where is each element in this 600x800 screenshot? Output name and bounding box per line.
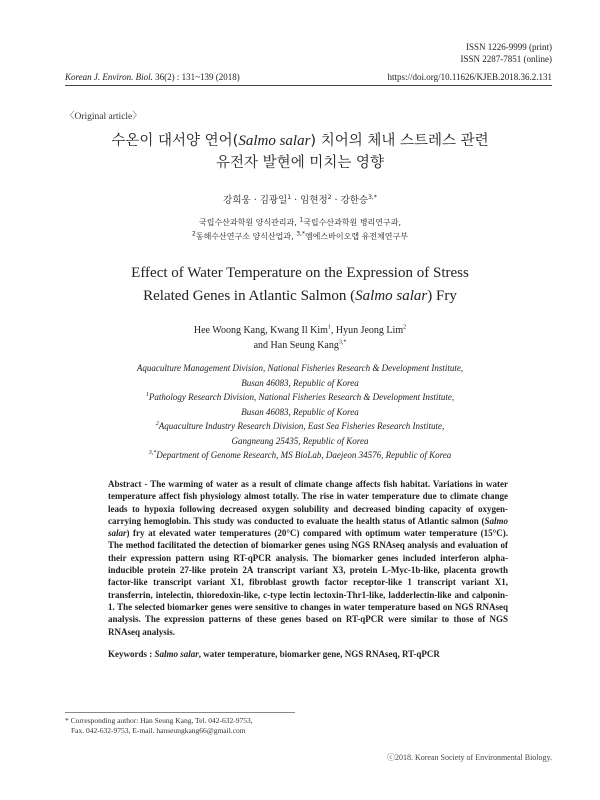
korean-title-part-b: ) 치어의 체내 스트레스 관련 bbox=[310, 133, 489, 149]
english-affiliations bbox=[0, 361, 600, 463]
affiliation-mark: 3,* bbox=[338, 339, 347, 346]
abstract bbox=[108, 478, 508, 638]
korean-aff: 엠에스바이오랩 유전체연구부 bbox=[304, 232, 408, 241]
affiliation-line: Aquaculture Industry Research Division, East Sea Fisheries Research Institute, bbox=[158, 421, 445, 431]
issn-block bbox=[461, 41, 553, 65]
abstract-text: ) fry at elevated water temperatures (20°C) compared with optimum water temperature (15°C). The method facilitated the detection of biomarker genes using NGS RNAseq analysis and evaluation of their expression pattern using RT-qPCR analysis. The biomarker genes included interferon alpha-inducible protein 27-like protein 2A transcript variant X3, protein L-Myc-1b-like, placenta growth factor-like transcript variant X1, fibroblast growth factor receptor-like 1 transcript variant X1, transferrin, intelectin, thioredoxin-like, c-type lectin lectoxin-Thr1-like, ladderlectin-like and calponin-1. The selected biomarker genes were sensitive to changes in water temperature based on NGS RNAseq analysis. The expression patterns of these genes based on RT-qPCR were similar to those of NGS RNAseq analysis. bbox=[108, 528, 508, 637]
abstract-dash: - bbox=[141, 479, 151, 489]
affiliation-mark: 2 bbox=[155, 421, 159, 427]
affiliation-mark: 3,* bbox=[296, 230, 305, 238]
english-title-species: Salmo salar bbox=[355, 288, 428, 304]
korean-author: 임현정 bbox=[300, 195, 328, 206]
english-title-part-a: Related Genes in Atlantic Salmon ( bbox=[143, 288, 356, 304]
korean-aff: 동해수산연구소 양식산업과, bbox=[195, 232, 297, 241]
affiliation-line: Busan 46083, Republic of Korea bbox=[241, 377, 359, 388]
issn-online: ISSN 2287-7851 (online) bbox=[460, 54, 552, 64]
korean-title-part-a: 수온이 대서양 연어( bbox=[111, 133, 239, 149]
abstract-species: Salmo salar bbox=[108, 515, 508, 539]
english-author-names: and Han Seung Kang bbox=[253, 340, 339, 351]
korean-author: 김광일 bbox=[259, 195, 288, 206]
korean-aff: 국립수산과학원 양식관리과, bbox=[198, 218, 300, 227]
keyword-species: Salmo salar bbox=[154, 649, 199, 659]
affiliation-line: Gangneung 25435, Republic of Korea bbox=[231, 435, 369, 446]
keywords-label: Keywords : bbox=[108, 649, 155, 659]
affiliation-line: Department of Genome Research, MS BioLab, Daejeon 34576, Republic of Korea bbox=[156, 450, 452, 460]
affiliation-line: Aquaculture Management Division, National Fisheries Research & Development Institute, bbox=[136, 363, 464, 373]
english-authors bbox=[0, 323, 600, 353]
journal-name: Korean J. Environ. Biol. bbox=[65, 72, 153, 82]
affiliation-mark: 2 bbox=[192, 230, 196, 238]
affiliation-mark: 3,* bbox=[368, 193, 377, 201]
affiliation-mark: 1 bbox=[287, 193, 292, 201]
author-separator: · bbox=[250, 195, 260, 206]
english-title-line1: Effect of Water Temperature on the Expression of Stress bbox=[131, 265, 469, 281]
issn-print: ISSN 1226-9999 (print) bbox=[466, 42, 552, 52]
affiliation-mark: 2 bbox=[403, 324, 407, 331]
english-title-part-b: ) Fry bbox=[427, 288, 457, 304]
affiliation-mark: 1 bbox=[145, 392, 149, 398]
affiliation-mark: 3,* bbox=[148, 450, 157, 456]
abstract-text: The warming of water as a result of climate change affects fish habitat. Variations in water temperature affect fish physiology almost totally. The rise in water temperature due to climate change leads to hypoxia following decreased oxygen solubility and decreased binding capacity of oxygen-carrying hemoglobin. This study was conducted to evaluate the health status of Atlantic salmon ( bbox=[108, 479, 508, 526]
korean-title bbox=[0, 130, 600, 174]
korean-authors bbox=[0, 192, 600, 206]
korean-title-species: Salmo salar bbox=[238, 133, 311, 149]
article-type: 〈Original article〉 bbox=[65, 112, 142, 122]
affiliation-line: Pathology Research Division, National Fisheries Research & Development Institute, bbox=[148, 392, 455, 402]
keywords bbox=[108, 649, 508, 659]
footnote-line: Fax. 042-632-9753, E-mail. hanseungkang66@gmail.com bbox=[71, 726, 246, 735]
copyright: ⓒ2018. Korean Society of Environmental Biology. bbox=[386, 753, 552, 762]
affiliation-line: Busan 46083, Republic of Korea bbox=[241, 406, 359, 417]
korean-author: 강한승 bbox=[340, 195, 369, 206]
footnote-line: * Corresponding author: Han Seung Kang, Tel. 042-632-9753, bbox=[65, 716, 253, 725]
korean-aff: 국립수산과학원 병리연구과, bbox=[303, 218, 402, 227]
korean-author: 강희웅 bbox=[223, 195, 251, 206]
abstract-label: Abstract bbox=[108, 479, 142, 489]
english-author-names: , Hyun Jeong Lim bbox=[330, 325, 404, 336]
english-author-names: Hee Woong Kang, Kwang Il Kim bbox=[193, 325, 328, 336]
doi-link[interactable]: https://doi.org/10.11626/KJEB.2018.36.2.131 bbox=[387, 72, 552, 82]
journal-citation bbox=[65, 72, 240, 82]
footnote-rule bbox=[65, 712, 295, 713]
affiliation-mark: 1 bbox=[327, 324, 331, 331]
english-title bbox=[0, 262, 600, 308]
journal-volume: 36(2) : 131~139 (2018) bbox=[152, 72, 240, 82]
keywords-list: , water temperature, biomarker gene, NGS RNAseq, RT-qPCR bbox=[198, 649, 440, 659]
author-separator: · bbox=[291, 195, 301, 206]
header-rule bbox=[65, 85, 552, 86]
korean-affiliations bbox=[0, 216, 600, 244]
corresponding-author-footnote bbox=[65, 716, 253, 736]
affiliation-mark: 2 bbox=[327, 193, 332, 201]
affiliation-mark: 1 bbox=[299, 216, 304, 224]
korean-title-line2: 유전자 발현에 미치는 영향 bbox=[216, 155, 384, 171]
author-separator: · bbox=[331, 195, 341, 206]
